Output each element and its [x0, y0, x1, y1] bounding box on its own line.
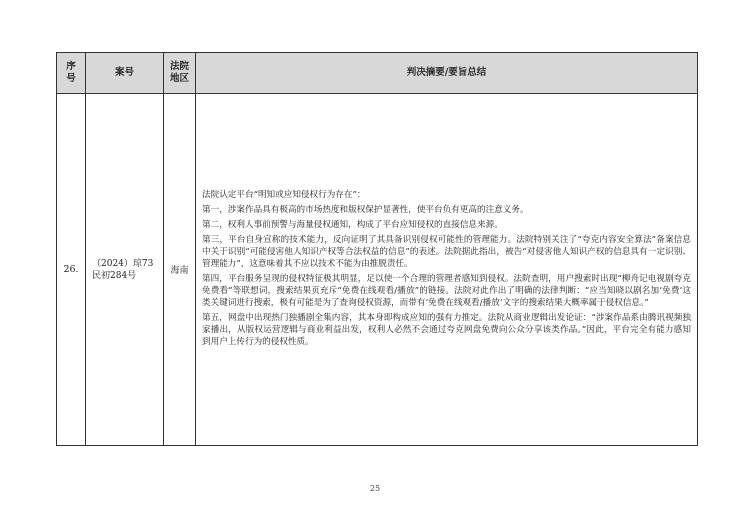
header-summary: 判决摘要/要旨总结: [196, 53, 698, 94]
case-table: [56, 52, 698, 446]
header-row: [57, 53, 698, 94]
row-court-region: 海南: [164, 94, 196, 446]
summary-paragraph: 第二，权利人事前预警与海量侵权通知，构成了平台应知侵权的直接信息来源。: [202, 219, 503, 230]
table-row: [57, 94, 698, 446]
page-number: 25: [369, 484, 381, 493]
summary-paragraph: 第三，平台自身宣称的技术能力，反向证明了其具备识别侵权可能性的管理能力。法院特别关注了“夸克内容安全算法”备案信息中关于识别“可能侵害他人知识产权等合法权益的信息”的表述。法院据此指出，被告“对侵害他人知识产权的信息具有一定识别、管理能力”，这意味着其不应以技术不能为由推脱责任。: [202, 234, 691, 269]
summary-paragraph: 第一，涉案作品具有极高的市场热度和版权保护显著性，使平台负有更高的注意义务。: [202, 204, 529, 215]
row-seq: 26.: [57, 94, 86, 446]
header-case-number: 案号: [86, 53, 164, 94]
summary-paragraph: 法院认定平台“明知或应知侵权行为存在”：: [202, 189, 366, 200]
summary-text: [202, 189, 691, 348]
header-court-region: 法院 地区: [164, 53, 196, 94]
row-summary: [196, 94, 698, 446]
summary-paragraph: 第五，网盘中出现热门独播剧全集内容，其本身即构成应知的强有力推定。法院从商业逻辑出发论证：“涉案作品系由腾讯视频独家播出，从版权运营逻辑与商业利益出发，权利人必然不会通过夸克网盘免费向公众分享该类作品。”因此，平台完全有能力感知到用户上传行为的侵权性质。: [202, 312, 691, 347]
row-case-number: （2024）琼73民初284号: [86, 94, 164, 446]
header-seq: 序 号: [57, 53, 86, 94]
summary-paragraph: 第四，平台服务呈现的侵权特征极其明显，足以使一个合理的管理者感知到侵权。法院查明，用户搜索时出现“柳舟记电视剧夸克免费看”等联想词，搜索结果页充斥“免费在线观看/播放”的链接。法院对此作出了明确的法律判断：“应当知晓以剧名加‘免费’这类关键词进行搜索，极有可能是为了查询侵权资源，而带有‘免费在线观看/播放’文字的搜索结果大概率属于侵权信息。”: [202, 273, 691, 308]
